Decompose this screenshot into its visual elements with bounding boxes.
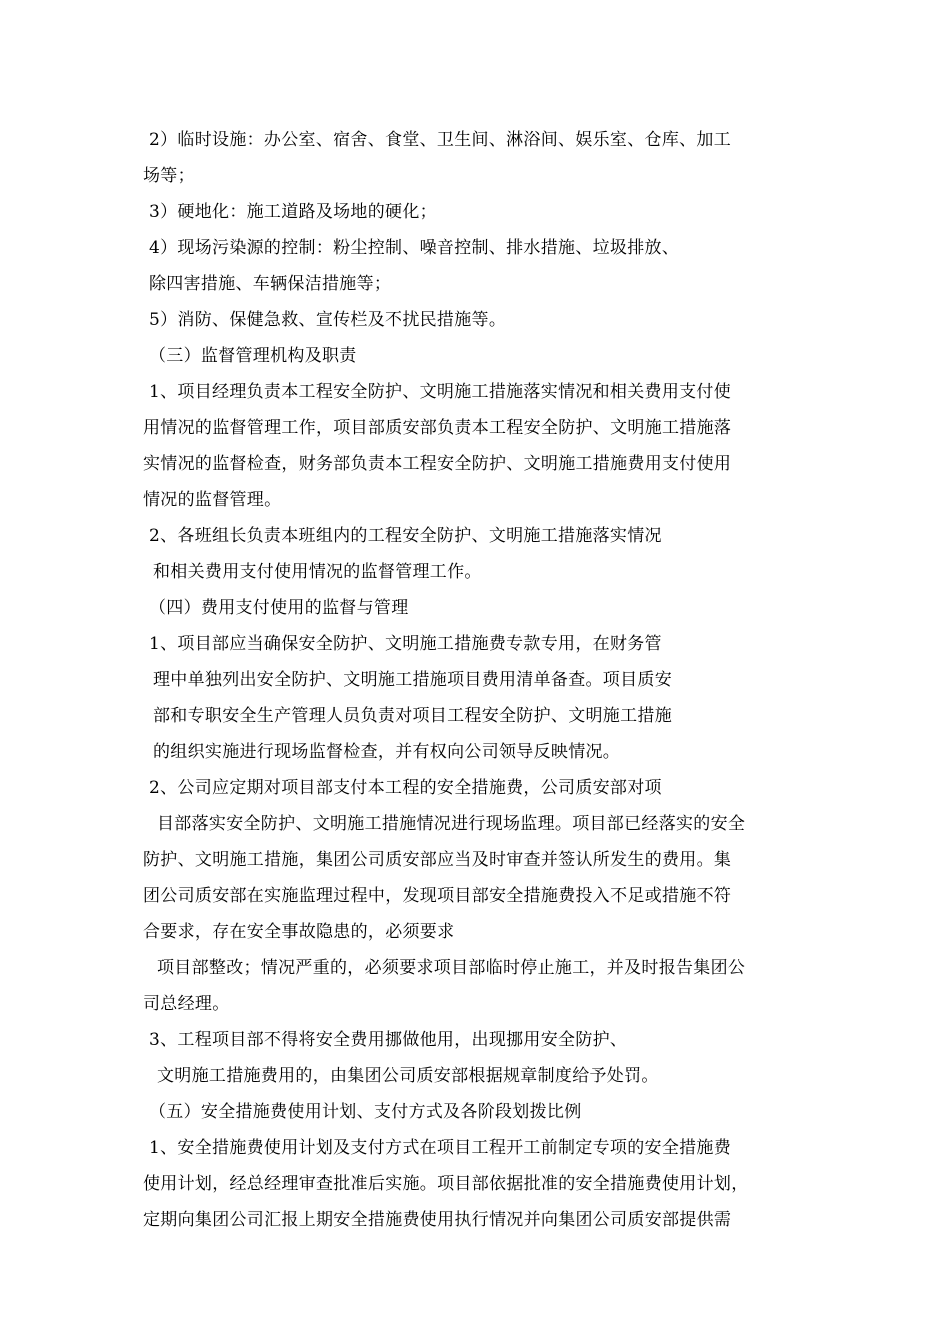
text-line: 理中单独列出安全防护、文明施工措施项目费用清单备查。项目质安 xyxy=(153,670,672,690)
text-line: 的组织实施进行现场监督检查，并有权向公司领导反映情况。 xyxy=(153,742,621,762)
text-line: 1、安全措施费使用计划及支付方式在项目工程开工前制定专项的安全措施费 xyxy=(149,1138,732,1158)
text-line: 场等； xyxy=(143,166,195,186)
text-line: 团公司质安部在实施监理过程中，发现项目部安全措施费投入不足或措施不符 xyxy=(143,886,732,906)
section-heading: （三）监督管理机构及职责 xyxy=(149,346,357,366)
text-line: 和相关费用支付使用情况的监督管理工作。 xyxy=(153,562,482,582)
text-line: 防护、文明施工措施，集团公司质安部应当及时审查并签认所发生的费用。集 xyxy=(143,850,732,870)
text-line: 1、项目部应当确保安全防护、文明施工措施费专款专用，在财务管 xyxy=(149,634,662,654)
text-line: 2）临时设施：办公室、宿舍、食堂、卫生间、淋浴间、娱乐室、仓库、加工 xyxy=(149,130,732,150)
text-line: 项目部整改；情况严重的，必须要求项目部临时停止施工，并及时报告集团公 xyxy=(157,958,746,978)
text-line: 合要求，存在安全事故隐患的，必须要求 xyxy=(143,922,455,942)
text-line: 实情况的监督检查，财务部负责本工程安全防护、文明施工措施费用支付使用 xyxy=(143,454,732,474)
text-line: 2、公司应定期对项目部支付本工程的安全措施费，公司质安部对项 xyxy=(149,778,662,798)
text-line: 用情况的监督管理工作，项目部质安部负责本工程安全防护、文明施工措施落 xyxy=(143,418,732,438)
text-line: 情况的监督管理。 xyxy=(143,490,282,510)
text-line: 1、项目经理负责本工程安全防护、文明施工措施落实情况和相关费用支付使 xyxy=(149,382,732,402)
text-line: 目部落实安全防护、文明施工措施情况进行现场监理。项目部已经落实的安全 xyxy=(157,814,746,834)
text-line: 使用计划，经总经理审查批准后实施。项目部依据批准的安全措施费使用计划， xyxy=(143,1174,749,1194)
text-line: 定期向集团公司汇报上期安全措施费使用执行情况并向集团公司质安部提供需 xyxy=(143,1210,732,1230)
text-line: 文明施工措施费用的，由集团公司质安部根据规章制度给予处罚。 xyxy=(157,1066,659,1086)
section-heading: （五）安全措施费使用计划、支付方式及各阶段划拨比例 xyxy=(149,1102,582,1122)
text-line: 司总经理。 xyxy=(143,994,230,1014)
section-heading: （四）费用支付使用的监督与管理 xyxy=(149,598,409,618)
text-line: 4）现场污染源的控制：粉尘控制、噪音控制、排水措施、垃圾排放、 xyxy=(149,238,680,258)
text-line: 5）消防、保健急救、宣传栏及不扰民措施等。 xyxy=(149,310,507,330)
text-line: 除四害措施、车辆保洁措施等； xyxy=(149,274,392,294)
text-line: 部和专职安全生产管理人员负责对项目工程安全防护、文明施工措施 xyxy=(153,706,672,726)
text-line: 3、工程项目部不得将安全费用挪做他用，出现挪用安全防护、 xyxy=(149,1030,628,1050)
document-body xyxy=(143,122,823,1238)
text-line: 3）硬地化：施工道路及场地的硬化； xyxy=(149,202,437,222)
text-line: 2、各班组长负责本班组内的工程安全防护、文明施工措施落实情况 xyxy=(149,526,662,546)
